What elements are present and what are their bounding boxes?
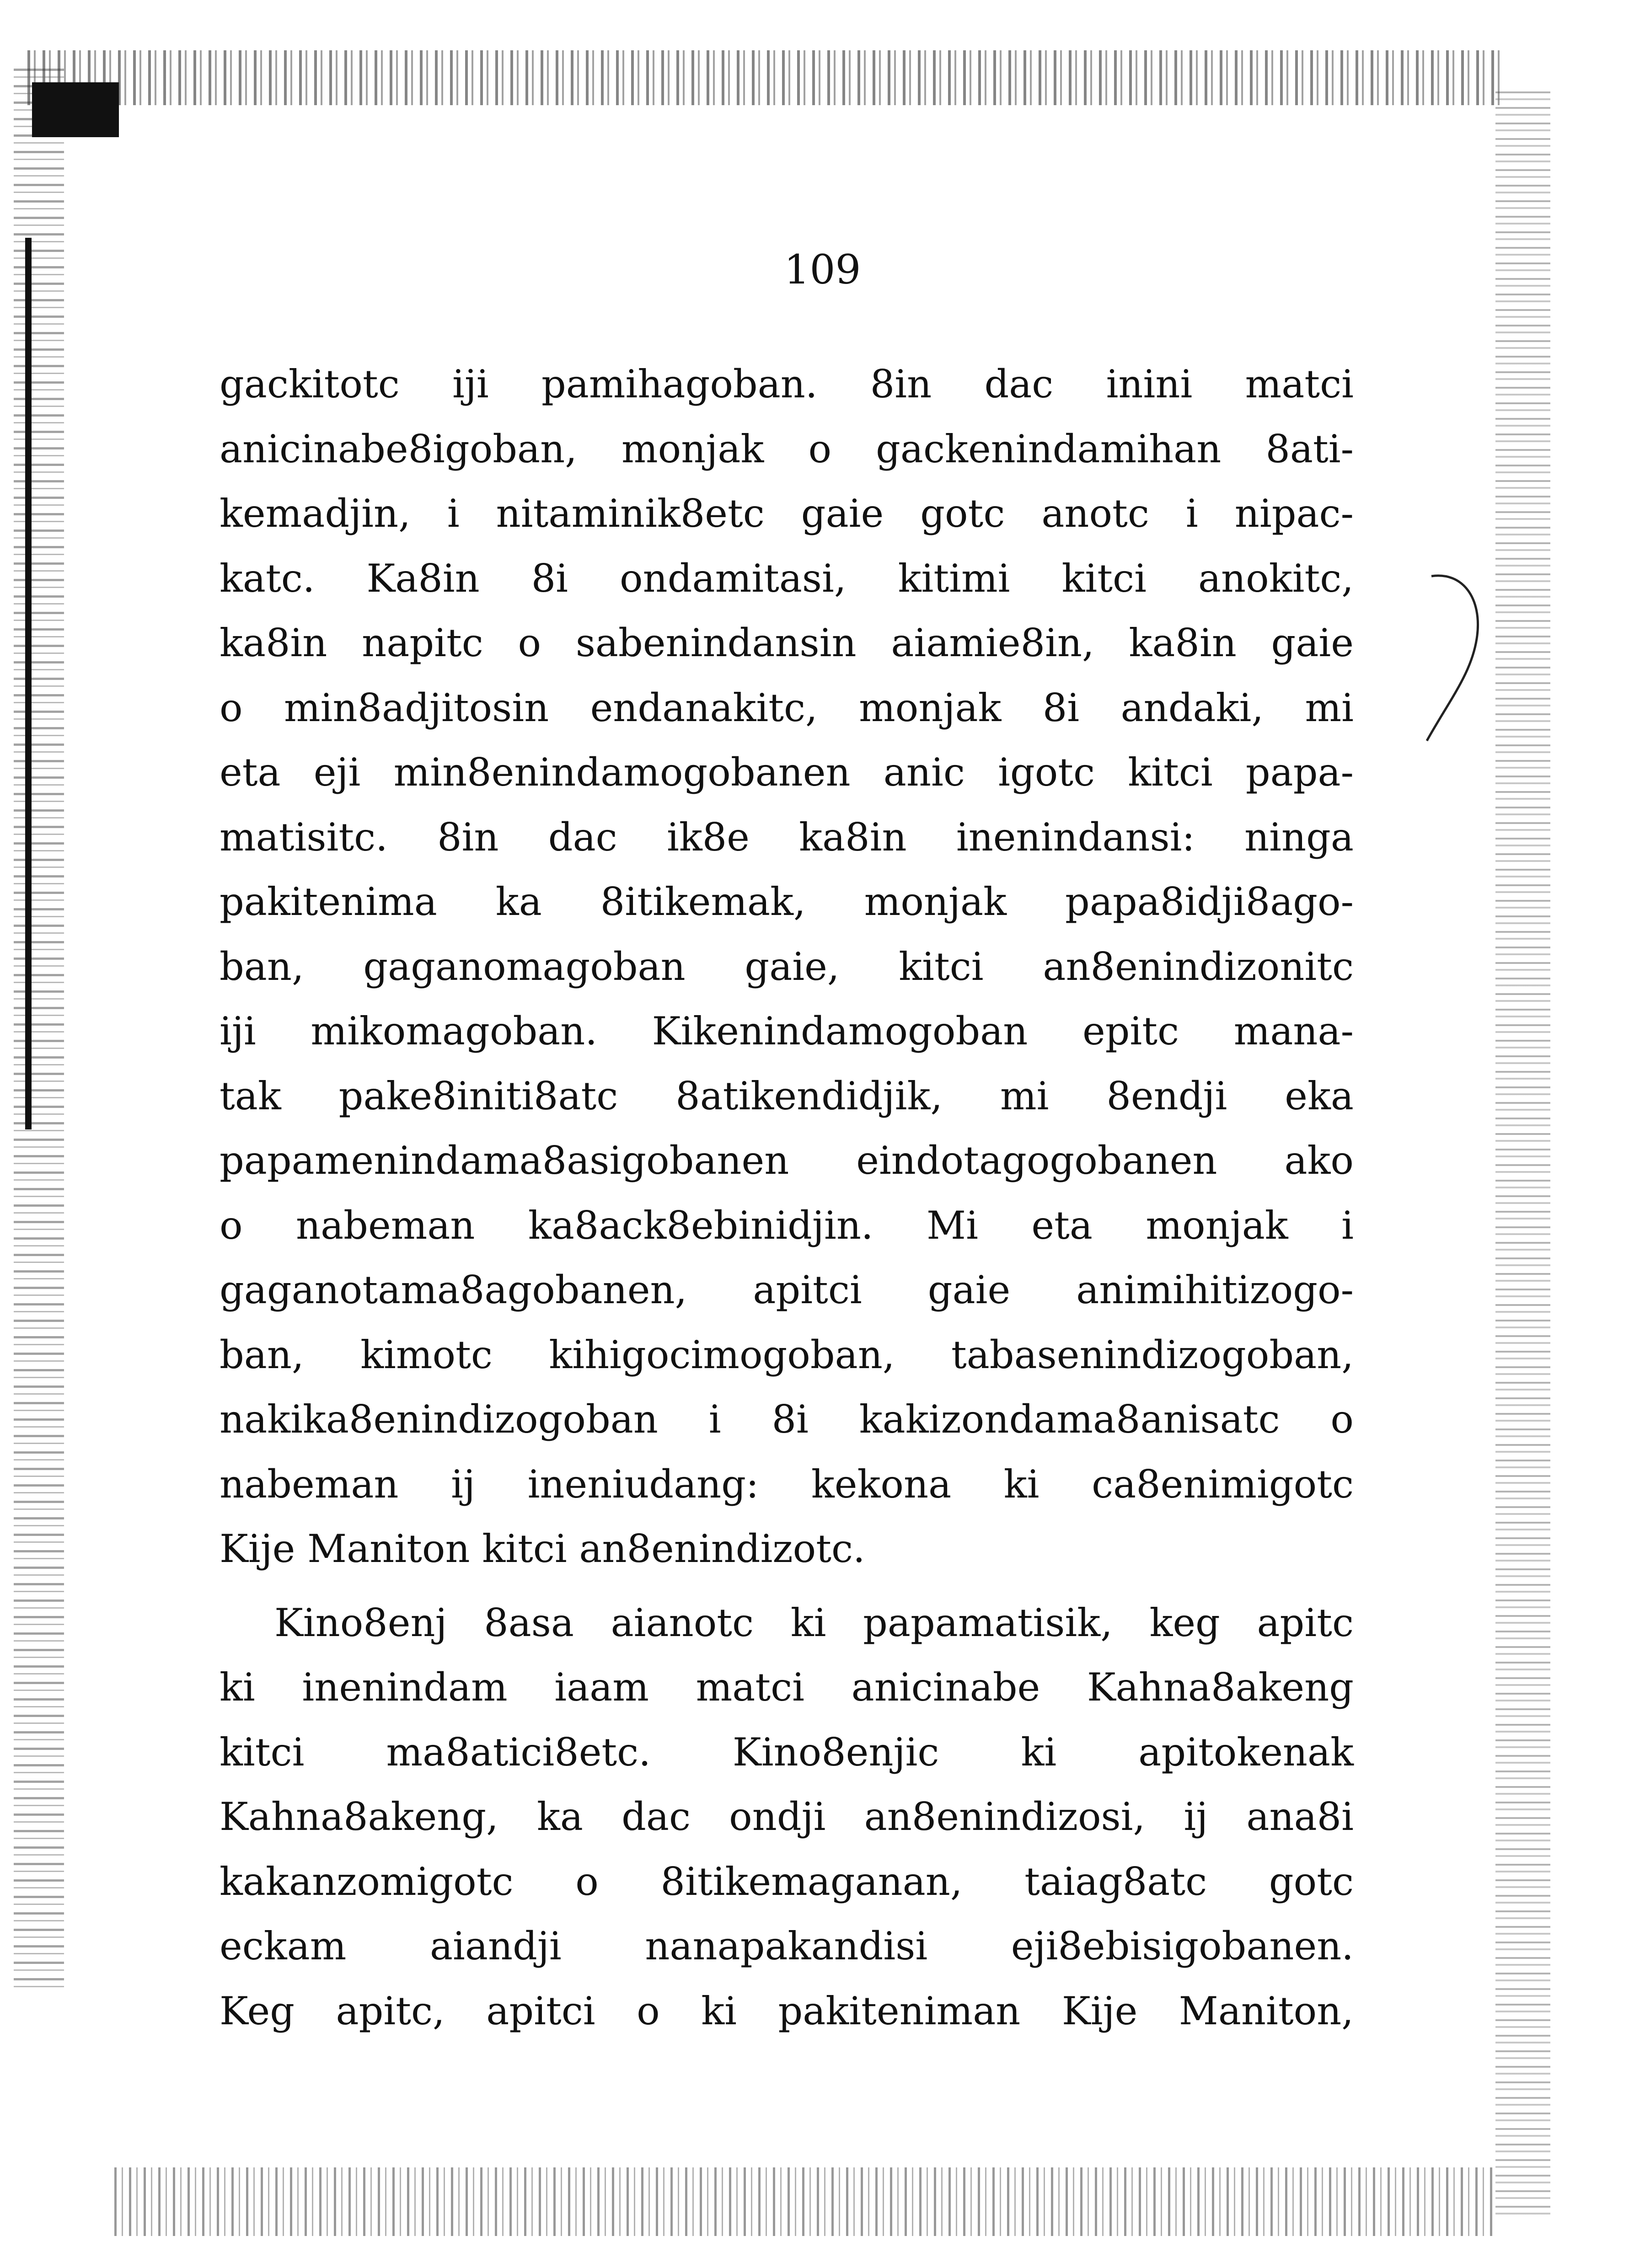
text-line: ban, kimotc kihigocimogoban, tabasenindizogoban, bbox=[220, 1332, 1354, 1377]
text-line: ki inenindam iaam matci anicinabe Kahna8akeng bbox=[220, 1665, 1354, 1710]
binding-edge-mark bbox=[25, 238, 32, 1129]
text-line: papamenindama8asigobanen eindotagogobanen ako bbox=[220, 1138, 1354, 1183]
text-line: kitci ma8atici8etc. Kino8enjic ki apitokenak bbox=[220, 1729, 1354, 1775]
text-line: o nabeman ka8ack8ebinidjin. Mi eta monjak i bbox=[220, 1203, 1354, 1248]
scan-noise-bottom bbox=[114, 2167, 1495, 2236]
text-line: Kino8enj 8asa aianotc ki papamatisik, keg apitc bbox=[274, 1600, 1354, 1645]
paragraph-1 bbox=[220, 352, 1354, 1582]
text-line: ka8in napitc o sabenindansin aiamie8in, ka8in gaie bbox=[220, 620, 1354, 665]
scan-noise-right bbox=[1495, 91, 1550, 2218]
text-line: gackitotc iji pamihagoban. 8in dac inini matci bbox=[220, 362, 1354, 407]
page-number: 109 bbox=[784, 246, 861, 293]
text-line: kemadjin, i nitaminik8etc gaie gotc anotc i nipac- bbox=[220, 491, 1354, 536]
text-line: pakitenima ka 8itikemak, monjak papa8idji8ago- bbox=[220, 879, 1354, 924]
margin-pencil-mark bbox=[1422, 562, 1491, 754]
paragraph-2 bbox=[220, 1591, 1354, 2044]
scan-noise-top bbox=[27, 50, 1505, 105]
scan-noise-left bbox=[14, 69, 64, 1989]
text-line: tak pake8initi8atc 8atikendidjik, mi 8endji eka bbox=[220, 1073, 1354, 1118]
text-line: gaganotama8agobanen, apitci gaie animihitizogo- bbox=[220, 1268, 1354, 1312]
text-line: nakika8enindizogoban i 8i kakizondama8anisatc o bbox=[220, 1397, 1354, 1442]
text-line: kakanzomigotc o 8itikemaganan, taiag8atc gotc bbox=[220, 1859, 1354, 1904]
corner-dark-mark bbox=[32, 82, 119, 137]
body-text bbox=[220, 352, 1354, 2043]
text-line: eta eji min8enindamogobanen anic igotc kitci papa- bbox=[220, 750, 1354, 795]
text-line: ban, gaganomagoban gaie, kitci an8enindizonitc bbox=[220, 944, 1354, 989]
text-line: Keg apitc, apitci o ki pakiteniman Kije Maniton, bbox=[220, 1988, 1354, 2033]
text-line: Kahna8akeng, ka dac ondji an8enindizosi, ij ana8i bbox=[220, 1794, 1354, 1839]
text-line: matisitc. 8in dac ik8e ka8in inenindansi: ninga bbox=[220, 814, 1354, 860]
text-line: iji mikomagoban. Kikenindamogoban epitc mana- bbox=[220, 1009, 1354, 1054]
text-line: Kije Maniton kitci an8enindizotc. bbox=[220, 1526, 865, 1571]
text-line: eckam aiandji nanapakandisi eji8ebisigobanen. bbox=[220, 1924, 1354, 1968]
text-line: anicinabe8igoban, monjak o gackenindamihan 8ati- bbox=[220, 426, 1354, 471]
text-line: o min8adjitosin endanakitc, monjak 8i andaki, mi bbox=[220, 685, 1354, 730]
text-line: nabeman ij ineniudang: kekona ki ca8enimigotc bbox=[220, 1461, 1354, 1507]
text-line: katc. Ka8in 8i ondamitasi, kitimi kitci anokitc, bbox=[220, 556, 1354, 601]
